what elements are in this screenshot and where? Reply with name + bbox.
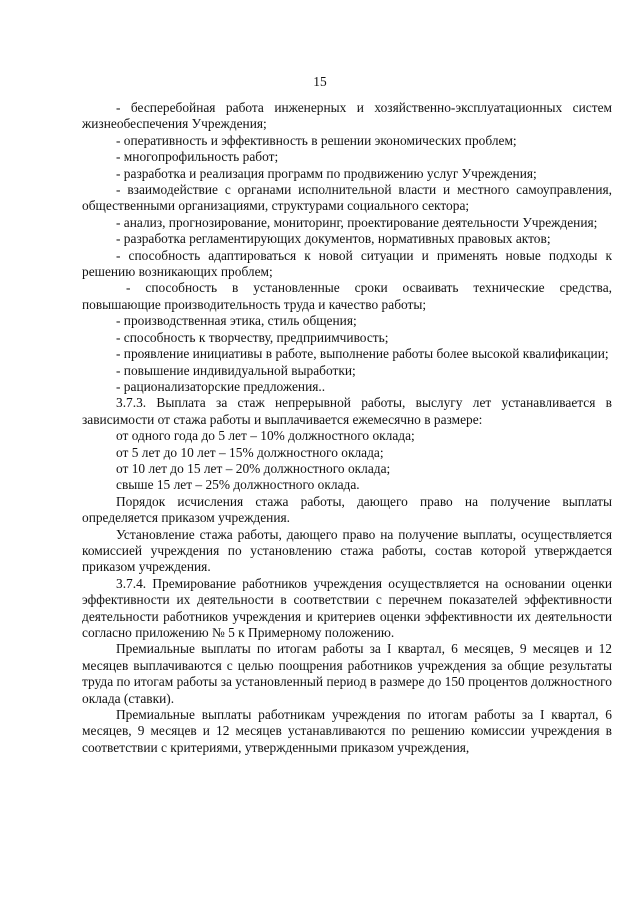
paragraph-list-item: - анализ, прогнозирование, мониторинг, проектирование деятельности Учреждения;: [116, 214, 598, 230]
paragraph-list-item: - способность в установленные сроки осваивать технические средства, повышающие производительность труда и качество работы;: [82, 280, 612, 312]
document-body: [82, 100, 612, 756]
paragraph-text: Порядок исчисления стажа работы, дающего право на получение выплаты определяется приказом учреждения.: [82, 493, 612, 526]
paragraph-list-item: - бесперебойная работа инженерных и хозяйственно-эксплуатационных систем жизнеобеспечения Учреждения;: [82, 100, 612, 132]
paragraph-list-item: - повышение индивидуальной выработки;: [116, 362, 356, 378]
paragraph-list-item: - рационализаторские предложения..: [116, 378, 326, 394]
paragraph-rate-line: от 10 лет до 15 лет – 20% должностного оклада;: [116, 460, 391, 476]
paragraph-list-item: - разработка и реализация программ по продвижению услуг Учреждения;: [116, 165, 537, 181]
paragraph-list-item: - многопрофильность работ;: [116, 149, 279, 165]
paragraph-list-item: - проявление инициативы в работе, выполнение работы более высокой квалификации;: [116, 346, 609, 362]
paragraph-rate-line: свыше 15 лет – 25% должностного оклада.: [116, 477, 360, 493]
paragraph-rate-line: от одного года до 5 лет – 10% должностного оклада;: [116, 428, 415, 444]
paragraph-list-item: - способность адаптироваться к новой ситуации и применять новые подходы к решению возникающих проблем;: [82, 247, 612, 280]
paragraph-section-3-7-3: 3.7.3. Выплата за стаж непрерывной работы, выслугу лет устанавливается в зависимости от стажа работы и выплачивается ежемесячно в размере:: [82, 395, 612, 427]
paragraph-rate-line: от 5 лет до 10 лет – 15% должностного оклада;: [116, 444, 384, 460]
paragraph-list-item: - оперативность и эффективность в решении экономических проблем;: [116, 132, 517, 148]
paragraph-text: Премиальные выплаты работникам учреждения по итогам работы за I квартал, 6 месяцев, 9 месяцев и 12 месяцев устанавливаются по решению комиссии учреждения в соответствии с критериями, утвержденными приказом учреждения,: [82, 707, 612, 755]
paragraph-list-item: - способность к творчеству, предприимчивость;: [116, 329, 389, 345]
paragraph-list-item: - взаимодействие с органами исполнительной власти и местного самоуправления, общественными организациями, структурами социального сектора;: [82, 182, 612, 214]
paragraph-text: Премиальные выплаты по итогам работы за I квартал, 6 месяцев, 9 месяцев и 12 месяцев выплачиваются с целью поощрения работников учреждения за общие результаты труда по итогам работы за установленный период в размере до 150 процентов должностного оклада (ставки).: [82, 641, 612, 706]
paragraph-section-3-7-4: 3.7.4. Премирование работников учреждения осуществляется на основании оценки эффективности их деятельности в соответствии с перечнем показателей эффективности деятельности работников учреждения и критериев оценки эффективности их деятельности согласно приложению № 5 к Примерному положению.: [82, 575, 612, 640]
paragraph-list-item: - производственная этика, стиль общения;: [116, 313, 357, 329]
page-number: 15: [313, 74, 327, 89]
paragraph-text: Установление стажа работы, дающего право на получение выплаты, осуществляется комиссией учреждения по установлению стажа работы, состав которой утверждается приказом учреждения.: [82, 526, 612, 575]
paragraph-list-item: - разработка регламентирующих документов, нормативных правовых актов;: [116, 231, 551, 247]
